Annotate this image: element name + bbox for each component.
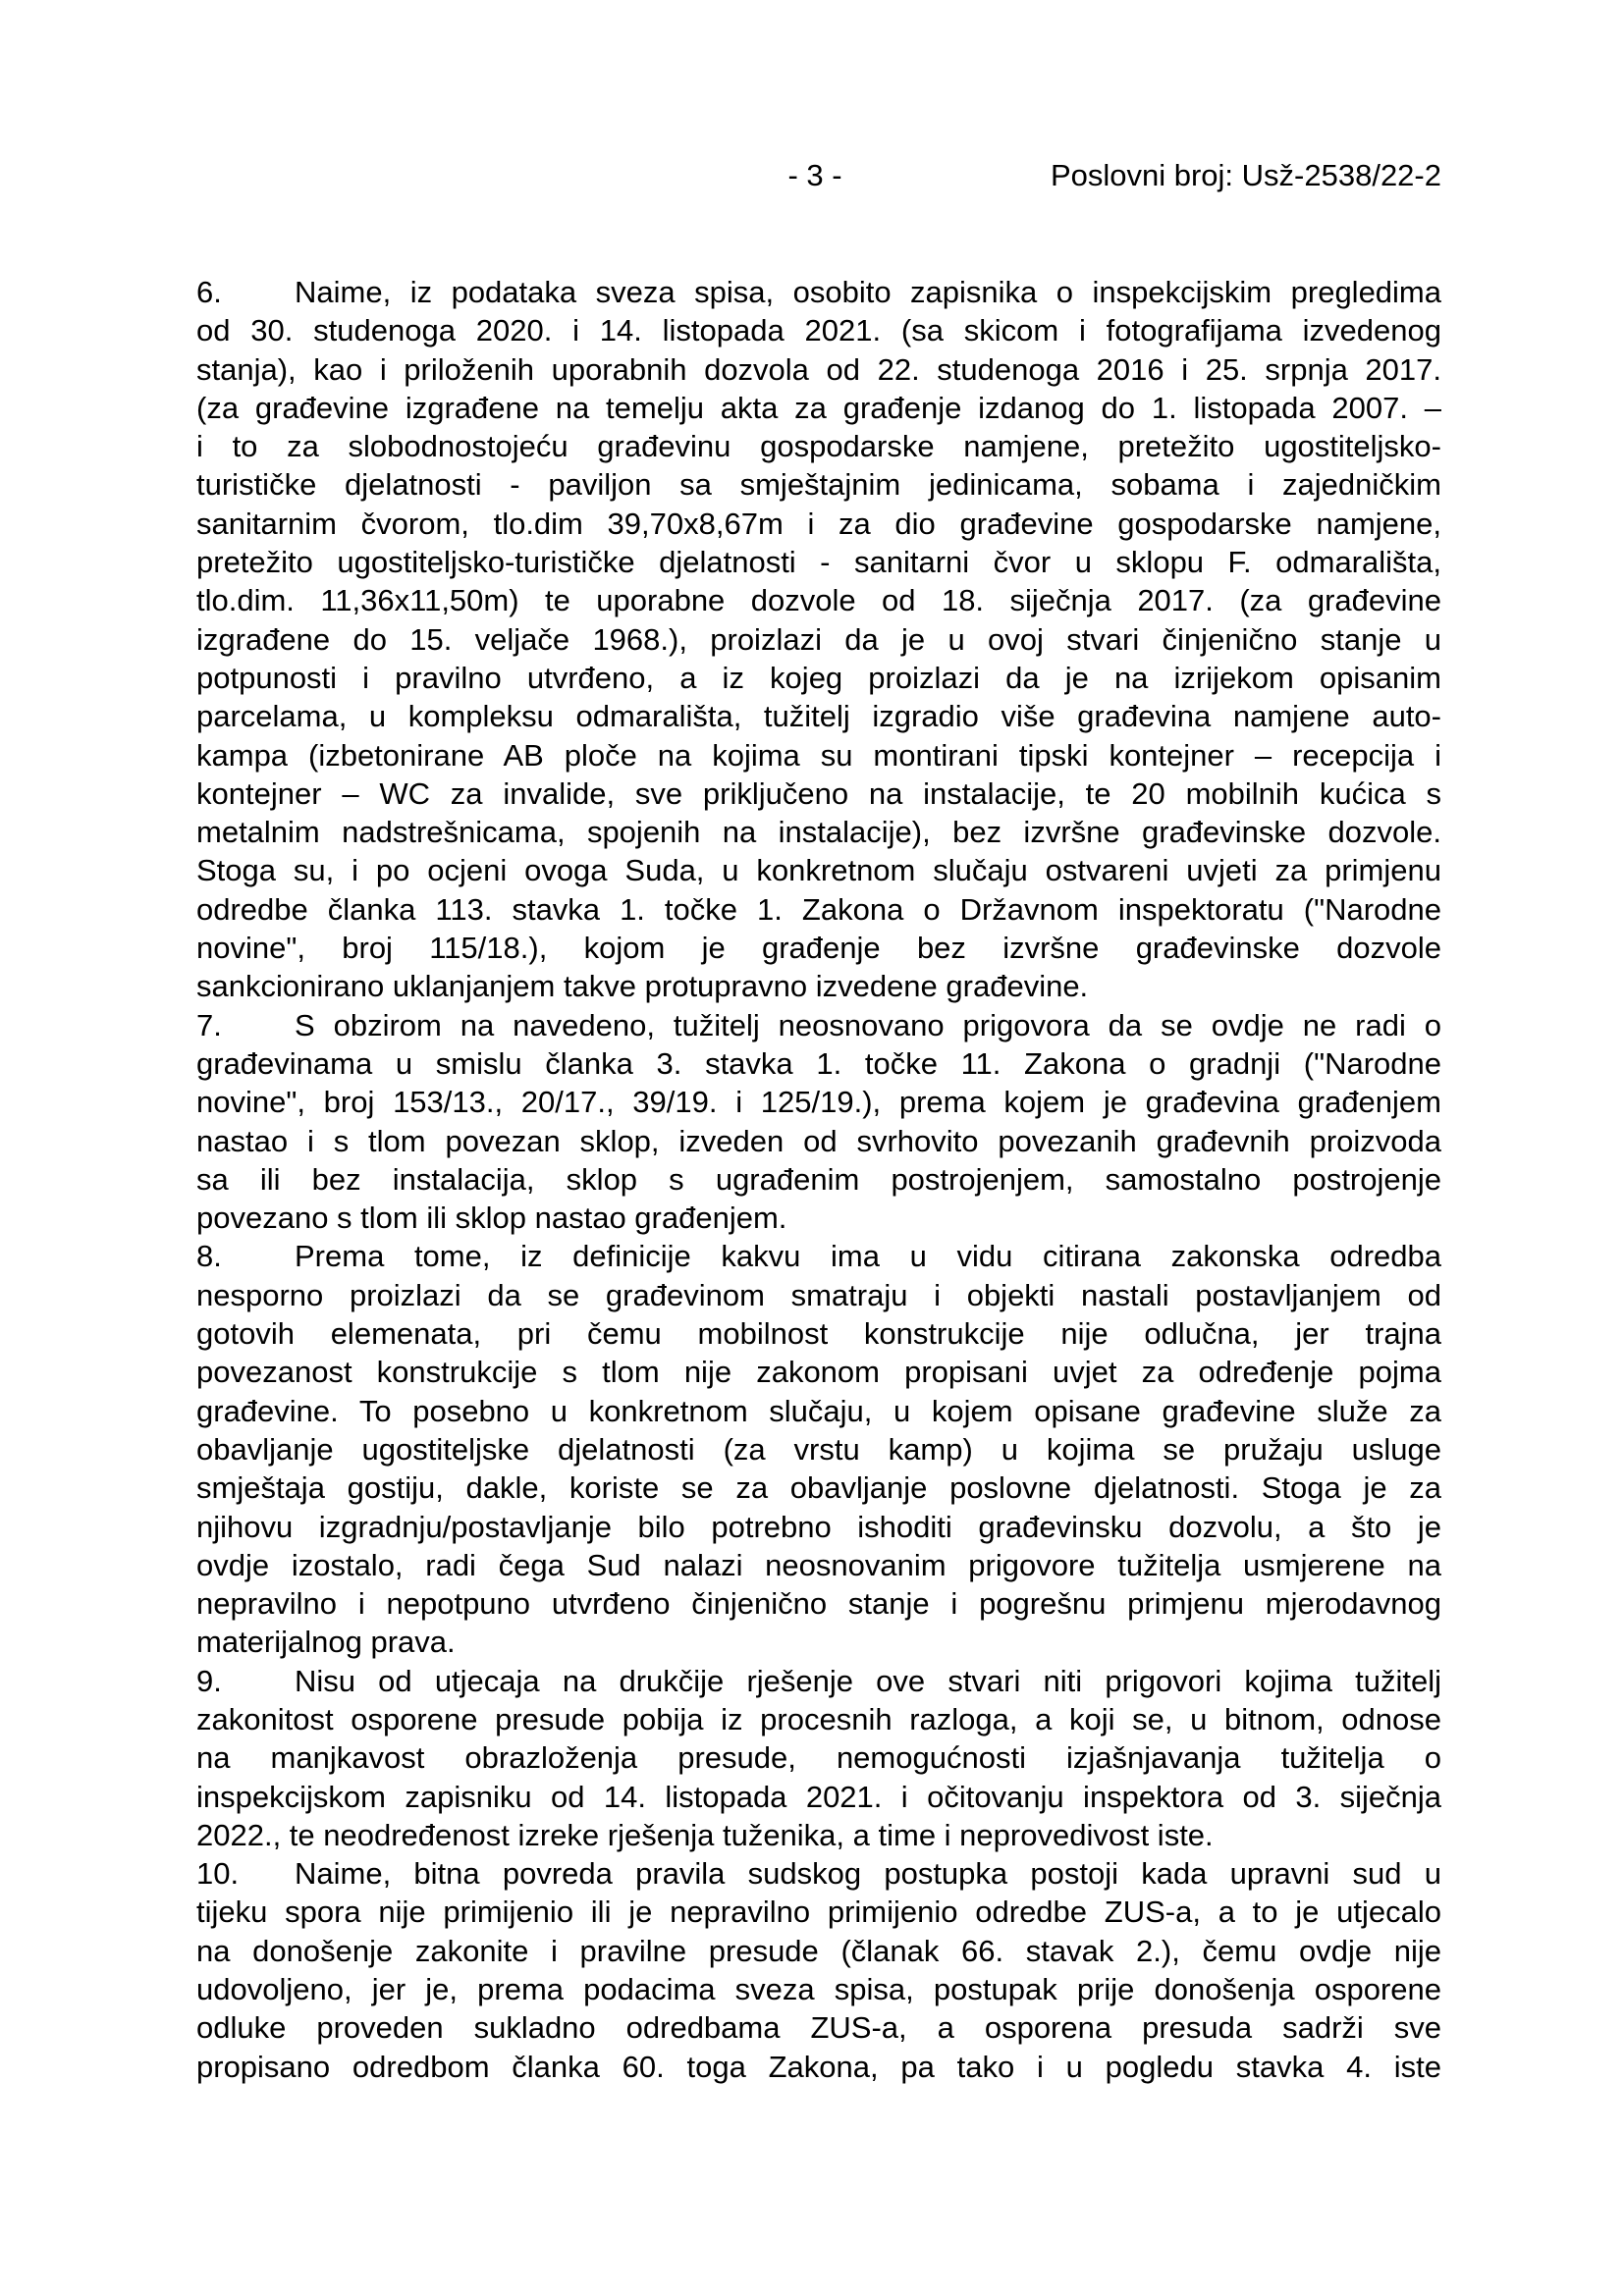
paragraph-number: 10. <box>196 1856 240 1892</box>
text-line <box>196 2048 1441 2086</box>
text-line <box>196 1778 1441 1816</box>
line-text: Prema tome, iz definicije kakvu ima u vidu citirana zakonska odredba <box>295 1239 1441 1274</box>
text-line <box>196 1199 1441 1237</box>
paragraph-number: 8. <box>196 1239 222 1274</box>
line-text: građevinama u smislu članka 3. stavka 1. točke 11. Zakona o gradnji ("Narodne <box>196 1045 1441 1081</box>
line-text: gotovih elemenata, pri čemu mobilnost konstrukcije nije odlučna, jer trajna <box>196 1316 1441 1352</box>
text-line <box>196 505 1441 543</box>
line-text: povezano s tlom ili sklop nastao građenjem. <box>196 1201 787 1236</box>
text-line <box>196 967 1441 1005</box>
line-text: (za građevine izgrađene na temelju akta za građenje izdanog do 1. listopada 2007. – <box>196 390 1441 425</box>
line-text: ovdje izostalo, radi čega Sud nalazi neosnovanim prigovore tužitelja usmjerene na <box>196 1547 1441 1582</box>
line-text: 2022., te neodređenost izreke rješenja tuženika, a time i neprovedivost iste. <box>196 1817 1214 1852</box>
text-line <box>196 736 1441 774</box>
paragraph-10 <box>196 1854 1441 2086</box>
line-text: propisano odredbom članka 60. toga Zakona, pa tako i u pogledu stavka 4. iste <box>196 2049 1441 2084</box>
document-body <box>196 273 1441 2086</box>
text-line <box>196 1468 1441 1507</box>
text-line <box>196 774 1441 813</box>
text-line <box>196 581 1441 619</box>
text-line <box>196 851 1441 889</box>
line-text: parcelama, u kompleksu odmarališta, tužitelj izgradio više građevina namjene auto- <box>196 699 1441 734</box>
line-text: i to za slobodnostojeću građevinu gospodarske namjene, pretežito ugostiteljsko- <box>196 429 1441 464</box>
paragraph-9 <box>196 1662 1441 1854</box>
paragraph-8 <box>196 1237 1441 1661</box>
text-line <box>196 1700 1441 1738</box>
text-line <box>196 1237 1441 1275</box>
text-line <box>196 1083 1441 1121</box>
line-text: materijalnog prava. <box>196 1625 456 1660</box>
line-text: S obzirom na navedeno, tužitelj neosnovano prigovora da se ovdje ne radi o <box>295 1007 1441 1042</box>
text-line <box>196 813 1441 851</box>
text-line <box>196 1314 1441 1353</box>
text-line <box>196 1932 1441 1970</box>
line-text: kontejner – WC za invalide, sve priključeno na instalacije, te 20 mobilnih kućica s <box>196 775 1441 811</box>
line-text: građevine. To posebno u konkretnom slučaju, u kojem opisane građevine služe za <box>196 1393 1441 1428</box>
text-line <box>196 1430 1441 1468</box>
line-text: kampa (izbetonirane AB ploče na kojima su montirani tipski kontejner – recepcija i <box>196 737 1441 773</box>
line-text: Naime, bitna povreda pravila sudskog postupka postoji kada upravni sud u <box>295 1856 1441 1892</box>
text-line <box>196 1508 1441 1546</box>
text-line <box>196 1662 1441 1700</box>
line-text: odluke proveden sukladno odredbama ZUS-a, a osporena presuda sadrži sve <box>196 2010 1441 2046</box>
text-line <box>196 427 1441 465</box>
paragraph-number: 7. <box>196 1007 222 1042</box>
text-line <box>196 659 1441 697</box>
paragraph-number: 9. <box>196 1663 222 1698</box>
paragraph-7 <box>196 1006 1441 1238</box>
line-text: Naime, iz podataka sveza spisa, osobito zapisnika o inspekcijskim pregledima <box>295 275 1441 309</box>
paragraph-number: 6. <box>196 275 222 309</box>
text-line <box>196 1854 1441 1893</box>
text-line <box>196 1353 1441 1391</box>
line-text: zakonitost osporene presude pobija iz procesnih razloga, a koji se, u bitnom, odnose <box>196 1701 1441 1736</box>
line-text: nepravilno i nepotpuno utvrđeno činjenično stanje i pogrešnu primjenu mjerodavnog <box>196 1586 1441 1622</box>
line-text: potpunosti i pravilno utvrđeno, a iz kojeg proizlazi da je na izrijekom opisanim <box>196 660 1441 695</box>
text-line <box>196 273 1441 311</box>
text-line <box>196 697 1441 735</box>
line-text: sanitarnim čvorom, tlo.dim 39,70x8,67m i za dio građevine gospodarske namjene, <box>196 506 1441 541</box>
line-text: turističke djelatnosti - paviljon sa smještajnim jedinicama, sobama i zajedničkim <box>196 467 1441 503</box>
text-line <box>196 1970 1441 2008</box>
line-text: novine", broj 153/13., 20/17., 39/19. i 125/19.), prema kojem je građevina građenjem <box>196 1085 1441 1120</box>
page-number: - 3 - <box>787 158 842 192</box>
text-line <box>196 2008 1441 2047</box>
text-line <box>196 1893 1441 1931</box>
line-text: izgrađene do 15. veljače 1968.), proizlazi da je u ovoj stvari činjenično stanje u <box>196 621 1441 657</box>
text-line <box>196 1623 1441 1661</box>
line-text: obavljanje ugostiteljske djelatnosti (za vrstu kamp) u kojima se pružaju usluge <box>196 1431 1441 1467</box>
line-text: na donošenje zakonite i pravilne presude (članak 66. stavak 2.), čemu ovdje nije <box>196 1933 1441 1968</box>
line-text: Nisu od utjecaja na drukčije rješenje ove stvari niti prigovori kojima tužitelj <box>295 1663 1441 1698</box>
text-line <box>196 389 1441 427</box>
text-line <box>196 890 1441 929</box>
line-text: smještaja gostiju, dakle, koriste se za obavljanje poslovne djelatnosti. Stoga je za <box>196 1470 1441 1506</box>
line-text: inspekcijskom zapisniku od 14. listopada 2021. i očitovanju inspektora od 3. siječnja <box>196 1779 1441 1814</box>
line-text: pretežito ugostiteljsko-turističke djelatnosti - sanitarni čvor u sklopu F. odmarališta, <box>196 545 1441 580</box>
text-line <box>196 1276 1441 1314</box>
text-line <box>196 1160 1441 1199</box>
text-line <box>196 620 1441 659</box>
text-line <box>196 350 1441 389</box>
text-line <box>196 1816 1441 1854</box>
text-line <box>196 311 1441 349</box>
line-text: Stoga su, i po ocjeni ovoga Suda, u konkretnom slučaju ostvareni uvjeti za primjenu <box>196 853 1441 888</box>
text-line <box>196 929 1441 967</box>
text-line <box>196 1392 1441 1430</box>
line-text: stanja), kao i priloženih uporabnih dozvola od 22. studenoga 2016 i 25. srpnja 2017. <box>196 351 1441 387</box>
text-line <box>196 465 1441 504</box>
line-text: od 30. studenoga 2020. i 14. listopada 2021. (sa skicom i fotografijama izvedenog <box>196 313 1441 348</box>
line-text: metalnim nadstrešnicama, spojenih na instalacije), bez izvršne građevinske dozvole. <box>196 815 1441 850</box>
line-text: novine", broj 115/18.), kojom je građenje bez izvršne građevinske dozvole <box>196 931 1441 966</box>
line-text: povezanost konstrukcije s tlom nije zakonom propisani uvjet za određenje pojma <box>196 1355 1441 1390</box>
line-text: odredbe članka 113. stavka 1. točke 1. Zakona o Državnom inspektoratu ("Narodne <box>196 891 1441 927</box>
line-text: nastao i s tlom povezan sklop, izveden od svrhovito povezanih građevnih proizvoda <box>196 1123 1441 1158</box>
line-text: sa ili bez instalacija, sklop s ugrađenim postrojenjem, samostalno postrojenje <box>196 1161 1441 1197</box>
text-line <box>196 1006 1441 1044</box>
text-line <box>196 1738 1441 1777</box>
paragraph-6 <box>196 273 1441 1006</box>
text-line <box>196 543 1441 581</box>
line-text: njihovu izgradnju/postavljanje bilo potrebno ishoditi građevinsku dozvolu, a što je <box>196 1509 1441 1544</box>
text-line <box>196 1122 1441 1160</box>
case-number: Poslovni broj: Usž-2538/22-2 <box>1050 158 1441 192</box>
line-text: na manjkavost obrazloženja presude, nemogućnosti izjašnjavanja tužitelja o <box>196 1740 1441 1776</box>
line-text: tlo.dim. 11,36x11,50m) te uporabne dozvole od 18. siječnja 2017. (za građevine <box>196 583 1441 618</box>
text-line <box>196 1584 1441 1623</box>
line-text: sankcionirano uklanjanjem takve protupravno izvedene građevine. <box>196 969 1089 1004</box>
line-text: nesporno proizlazi da se građevinom smatraju i objekti nastali postavljanjem od <box>196 1277 1441 1312</box>
line-text: udovoljeno, jer je, prema podacima sveza spisa, postupak prije donošenja osporene <box>196 1972 1441 2007</box>
text-line <box>196 1044 1441 1083</box>
line-text: tijeku spora nije primijenio ili je nepravilno primijenio odredbe ZUS-a, a to je utjecalo <box>196 1895 1441 1930</box>
text-line <box>196 1546 1441 1584</box>
